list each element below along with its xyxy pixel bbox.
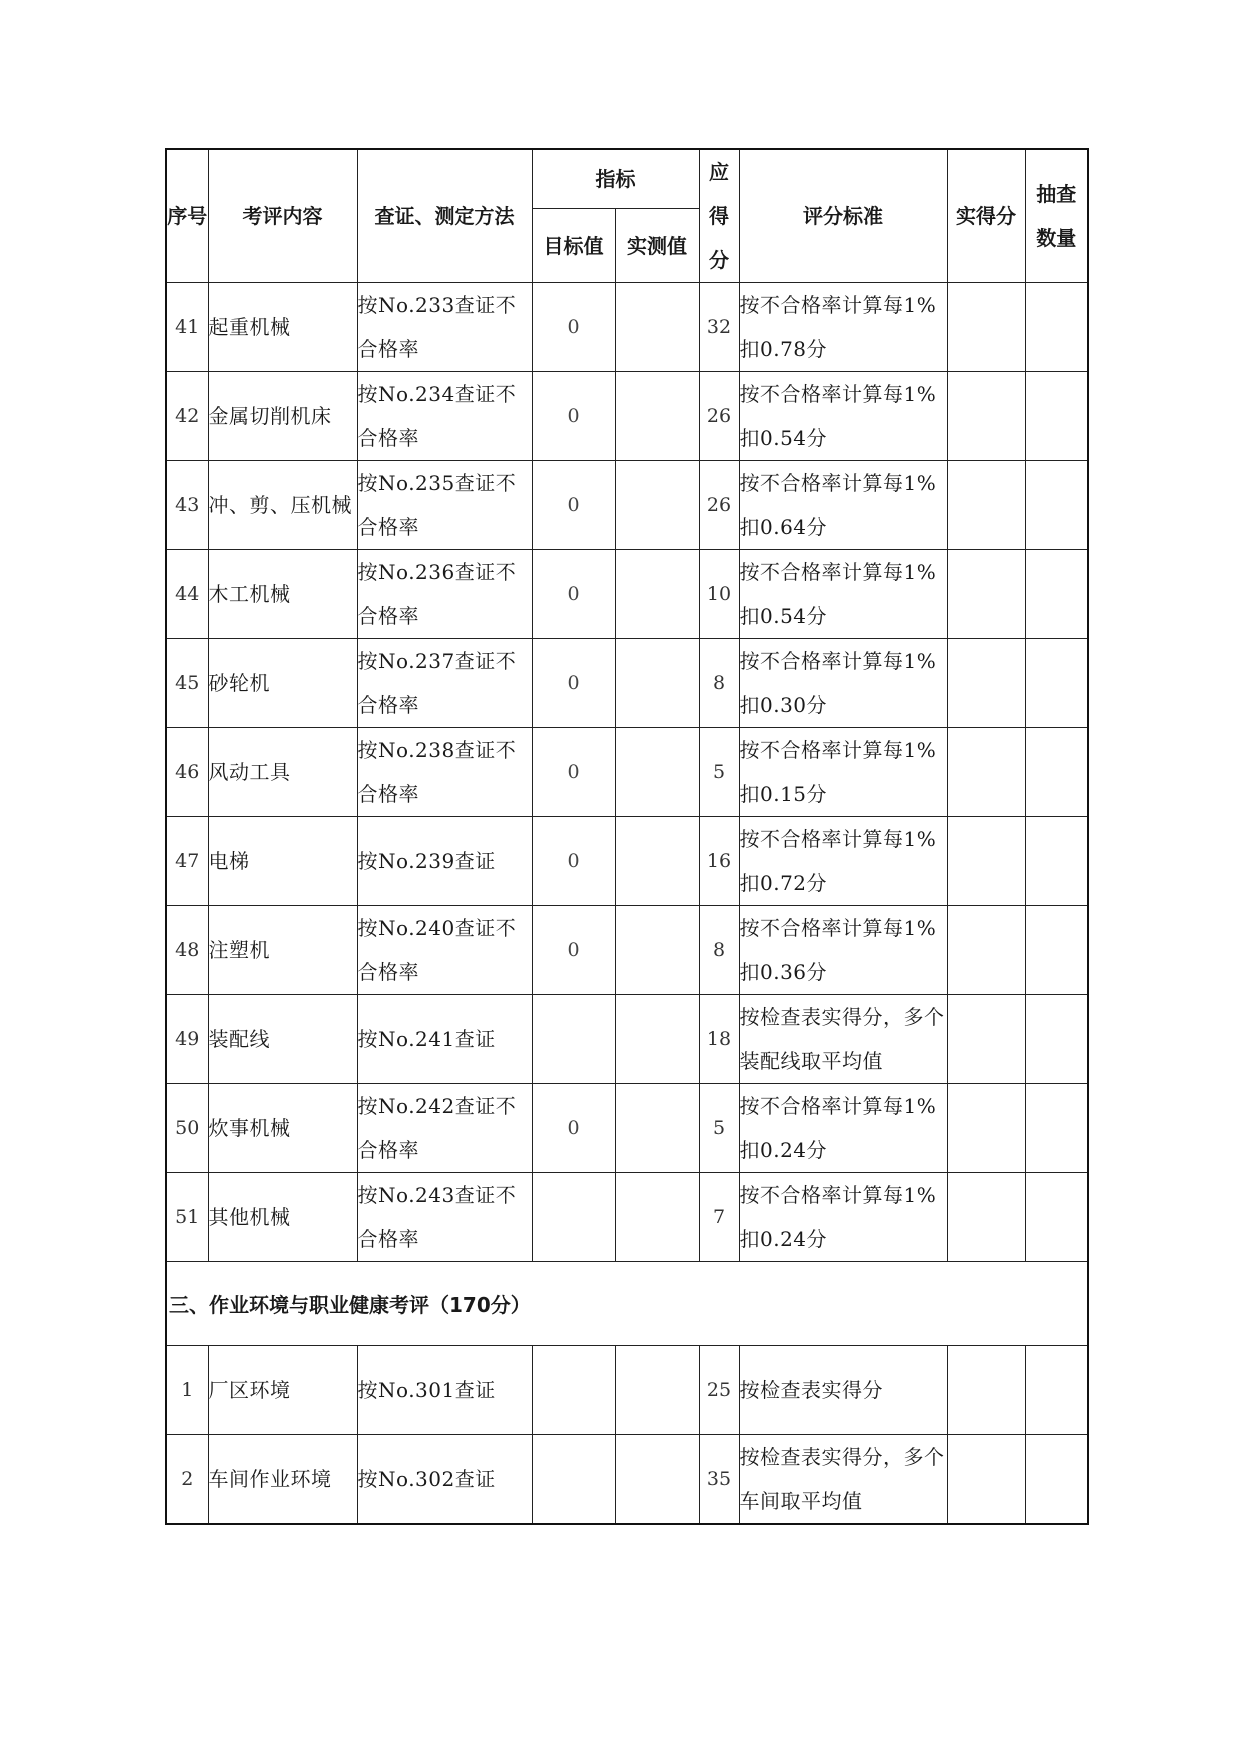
row-measured [615, 995, 699, 1084]
row-measured [615, 639, 699, 728]
row-sample-count [1025, 1435, 1088, 1525]
row-seq: 50 [166, 1084, 208, 1173]
row-target [532, 1346, 615, 1435]
row-actual-score [947, 1173, 1025, 1262]
row-content: 厂区环境 [208, 1346, 357, 1435]
row-content: 车间作业环境 [208, 1435, 357, 1525]
header-actual-score: 实得分 [947, 149, 1025, 283]
row-target: 0 [532, 1084, 615, 1173]
row-sample-count [1025, 1173, 1088, 1262]
row-seq: 44 [166, 550, 208, 639]
row-due-score: 26 [699, 461, 739, 550]
row-target: 0 [532, 817, 615, 906]
row-seq: 51 [166, 1173, 208, 1262]
header-method: 查证、测定方法 [357, 149, 532, 283]
row-method: 按No.233查证不合格率 [357, 283, 532, 372]
row-measured [615, 817, 699, 906]
section-title: 三、作业环境与职业健康考评（170分） [166, 1262, 1088, 1346]
row-seq: 47 [166, 817, 208, 906]
row-measured [615, 906, 699, 995]
row-target [532, 1173, 615, 1262]
table-row [166, 817, 1088, 906]
row-measured [615, 1346, 699, 1435]
row-measured [615, 728, 699, 817]
row-due-score: 35 [699, 1435, 739, 1525]
row-method: 按No.235查证不合格率 [357, 461, 532, 550]
table-row [166, 639, 1088, 728]
header-measured: 实测值 [615, 209, 699, 283]
row-due-score: 26 [699, 372, 739, 461]
row-measured [615, 1084, 699, 1173]
row-content: 风动工具 [208, 728, 357, 817]
row-seq: 45 [166, 639, 208, 728]
table-row [166, 461, 1088, 550]
row-due-score: 32 [699, 283, 739, 372]
table-row [166, 1084, 1088, 1173]
row-target: 0 [532, 372, 615, 461]
row-method: 按No.241查证 [357, 995, 532, 1084]
row-sample-count [1025, 283, 1088, 372]
row-sample-count [1025, 995, 1088, 1084]
header-content: 考评内容 [208, 149, 357, 283]
row-due-score: 5 [699, 1084, 739, 1173]
header-sample: 抽查 数量 [1025, 149, 1088, 283]
row-sample-count [1025, 461, 1088, 550]
row-actual-score [947, 728, 1025, 817]
row-method: 按No.238查证不合格率 [357, 728, 532, 817]
row-actual-score [947, 906, 1025, 995]
row-method: 按No.236查证不合格率 [357, 550, 532, 639]
row-standard: 按不合格率计算每1%扣0.54分 [739, 372, 947, 461]
row-due-score: 25 [699, 1346, 739, 1435]
row-method: 按No.243查证不合格率 [357, 1173, 532, 1262]
row-actual-score [947, 1435, 1025, 1525]
row-standard: 按检查表实得分，多个车间取平均值 [739, 1435, 947, 1525]
row-target: 0 [532, 283, 615, 372]
table-body-machinery [166, 283, 1088, 1262]
row-content: 电梯 [208, 817, 357, 906]
row-seq: 43 [166, 461, 208, 550]
row-content: 砂轮机 [208, 639, 357, 728]
row-content: 炊事机械 [208, 1084, 357, 1173]
row-sample-count [1025, 550, 1088, 639]
row-sample-count [1025, 1084, 1088, 1173]
row-standard: 按不合格率计算每1%扣0.72分 [739, 817, 947, 906]
table-row [166, 995, 1088, 1084]
row-sample-count [1025, 817, 1088, 906]
row-measured [615, 372, 699, 461]
row-target: 0 [532, 550, 615, 639]
row-method: 按No.234查证不合格率 [357, 372, 532, 461]
row-target: 0 [532, 906, 615, 995]
row-standard: 按不合格率计算每1%扣0.64分 [739, 461, 947, 550]
row-seq: 2 [166, 1435, 208, 1525]
row-measured [615, 1435, 699, 1525]
row-standard: 按不合格率计算每1%扣0.78分 [739, 283, 947, 372]
row-method: 按No.239查证 [357, 817, 532, 906]
section-row [166, 1262, 1088, 1346]
row-seq: 48 [166, 906, 208, 995]
row-content: 装配线 [208, 995, 357, 1084]
row-actual-score [947, 995, 1025, 1084]
row-measured [615, 1173, 699, 1262]
row-actual-score [947, 283, 1025, 372]
row-standard: 按不合格率计算每1%扣0.24分 [739, 1173, 947, 1262]
row-method: 按No.301查证 [357, 1346, 532, 1435]
row-content: 起重机械 [208, 283, 357, 372]
table-row [166, 1346, 1088, 1435]
row-standard: 按不合格率计算每1%扣0.54分 [739, 550, 947, 639]
table-row [166, 283, 1088, 372]
header-target: 目标值 [532, 209, 615, 283]
row-method: 按No.237查证不合格率 [357, 639, 532, 728]
row-method: 按No.302查证 [357, 1435, 532, 1525]
table-body-environment [166, 1346, 1088, 1525]
row-target [532, 1435, 615, 1525]
header-indicator: 指标 [532, 149, 699, 209]
row-seq: 49 [166, 995, 208, 1084]
row-measured [615, 283, 699, 372]
row-target: 0 [532, 639, 615, 728]
row-content: 金属切削机床 [208, 372, 357, 461]
row-due-score: 8 [699, 906, 739, 995]
row-sample-count [1025, 639, 1088, 728]
row-sample-count [1025, 906, 1088, 995]
row-content: 木工机械 [208, 550, 357, 639]
row-actual-score [947, 550, 1025, 639]
row-standard: 按不合格率计算每1%扣0.15分 [739, 728, 947, 817]
table-row [166, 1173, 1088, 1262]
table-row [166, 906, 1088, 995]
row-seq: 41 [166, 283, 208, 372]
row-standard: 按不合格率计算每1%扣0.36分 [739, 906, 947, 995]
table-row [166, 372, 1088, 461]
row-actual-score [947, 817, 1025, 906]
row-sample-count [1025, 372, 1088, 461]
row-target [532, 995, 615, 1084]
row-sample-count [1025, 728, 1088, 817]
row-actual-score [947, 461, 1025, 550]
header-seq: 序号 [166, 149, 208, 283]
table-row [166, 1435, 1088, 1525]
row-method: 按No.240查证不合格率 [357, 906, 532, 995]
row-seq: 42 [166, 372, 208, 461]
evaluation-table [165, 148, 1089, 1525]
row-target: 0 [532, 461, 615, 550]
row-standard: 按检查表实得分，多个装配线取平均值 [739, 995, 947, 1084]
row-content: 注塑机 [208, 906, 357, 995]
row-due-score: 10 [699, 550, 739, 639]
row-due-score: 7 [699, 1173, 739, 1262]
table-row [166, 728, 1088, 817]
row-due-score: 5 [699, 728, 739, 817]
table-body-section [166, 1262, 1088, 1346]
row-due-score: 8 [699, 639, 739, 728]
row-due-score: 16 [699, 817, 739, 906]
header-standard: 评分标准 [739, 149, 947, 283]
row-standard: 按不合格率计算每1%扣0.24分 [739, 1084, 947, 1173]
row-sample-count [1025, 1346, 1088, 1435]
row-standard: 按不合格率计算每1%扣0.30分 [739, 639, 947, 728]
row-actual-score [947, 639, 1025, 728]
row-actual-score [947, 1084, 1025, 1173]
row-method: 按No.242查证不合格率 [357, 1084, 532, 1173]
row-seq: 1 [166, 1346, 208, 1435]
row-actual-score [947, 1346, 1025, 1435]
row-content: 冲、剪、压机械 [208, 461, 357, 550]
row-content: 其他机械 [208, 1173, 357, 1262]
row-target: 0 [532, 728, 615, 817]
row-actual-score [947, 372, 1025, 461]
row-measured [615, 550, 699, 639]
row-standard: 按检查表实得分 [739, 1346, 947, 1435]
table-row [166, 550, 1088, 639]
row-seq: 46 [166, 728, 208, 817]
header-due-score: 应得分 [699, 149, 739, 283]
row-measured [615, 461, 699, 550]
row-due-score: 18 [699, 995, 739, 1084]
